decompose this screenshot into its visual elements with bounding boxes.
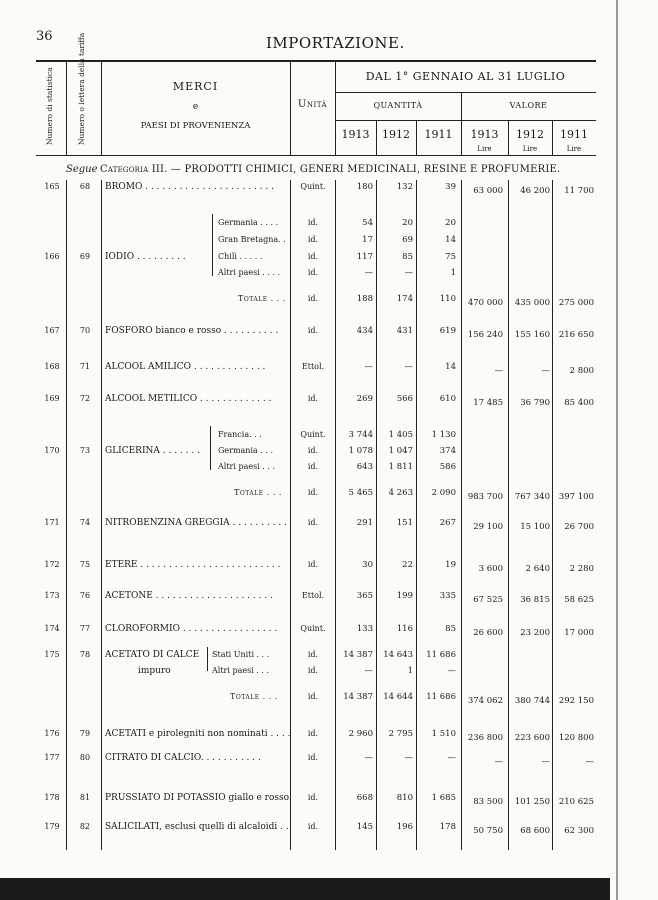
row-unit: id. [307,793,319,802]
row-country: Gran Bretagna. . [218,235,286,244]
row-merce-name: CITRATO DI CALCIO. . . . . . . . . . . [105,753,261,763]
row-tariff-number: 81 [79,793,91,802]
row-unit: id. [307,394,319,403]
row-qty-1911: 110 [439,294,456,304]
row-qty-1911: — [447,753,456,763]
row-unit: id. [307,462,319,471]
row-qty-1913: — [364,362,373,372]
row-qty-1913: 668 [356,793,373,803]
row-qty-1912: 199 [396,591,413,601]
row-val-1913: 67 525 [473,595,503,605]
row-qty-1912: 810 [396,793,413,803]
row-qty-1911: 75 [445,252,456,262]
row-stat-number: 172 [44,560,60,569]
header-valore: VALORE [509,101,548,110]
row-stat-number: 169 [44,394,60,403]
row-qty-1913: 14 387 [343,692,373,702]
row-stat-number: 179 [44,822,60,831]
row-val-1911: 120 800 [558,733,594,743]
row-merce-name: NITROBENZINA GREGGIA . . . . . . . . . . [105,518,287,528]
row-qty-1911: 586 [439,462,456,472]
row-qty-1912: 151 [396,518,413,528]
row-leader-dots: . . [277,822,289,832]
row-merce-name: ACETONE . . . . . . . . . . . . . . . . . . . . . [105,591,273,601]
brace-acetato [207,647,208,671]
row-val-1912: 155 160 [514,330,550,340]
row-val-1911: — [585,757,594,767]
row-unit: id. [307,218,319,227]
row-qty-1913: — [364,268,373,278]
header-lire-v11: Lire [566,145,582,153]
row-leader-dots: . . . . [267,729,291,739]
row-val-1913: 29 100 [473,522,503,532]
row-tariff-number: 72 [79,394,91,403]
row-val-1911: 397 100 [558,492,594,502]
row-unit: Ettol. [301,362,325,371]
row-val-1911: 292 150 [558,696,594,706]
row-val-1912: 46 200 [520,186,550,196]
col-rule-q12-body [376,180,377,850]
row-tariff-number: 80 [79,753,91,762]
row-stat-number: 176 [44,729,60,738]
row-leader-dots: . . . . . . . . . . . [200,753,261,763]
header-year-v13: 1913 [470,128,499,141]
row-qty-1911: 14 [445,235,456,245]
row-val-1913: 374 062 [467,696,503,706]
row-merce-name: GLICERINA . . . . . . . [105,446,200,456]
row-val-1911: 275 000 [558,298,594,308]
row-qty-1913: 269 [356,394,373,404]
row-qty-1911: 610 [439,394,456,404]
row-val-1911: 26 700 [564,522,594,532]
row-stat-number: 171 [44,518,60,527]
row-unit: id. [307,268,319,277]
row-country: Francia. . . [218,430,262,439]
col-rule-1 [66,61,67,155]
row-unit: Quint. [300,624,326,633]
row-qty-1911: 1 510 [431,729,456,739]
row-val-1913: 156 240 [467,330,503,340]
row-val-1911: 2 280 [569,564,594,574]
row-val-1913: 26 600 [473,628,503,638]
row-stat-number: 174 [44,624,60,633]
row-val-1912: — [541,366,550,376]
row-qty-1913: — [364,666,373,676]
row-qty-1913: 434 [356,326,373,336]
row-val-1913: — [494,757,503,767]
row-qty-1912: 20 [402,218,413,228]
row-qty-1912: 116 [396,624,413,634]
row-unit: Quint. [300,430,326,439]
row-unit: id. [307,666,319,675]
col-rule-val-body [461,180,462,850]
row-leader-dots: . . . . . . . . . . . . . . . . . . . . . . . . . [137,560,281,570]
row-country: Germania . . . . [218,218,279,227]
row-unit: Quint. [300,182,326,191]
header-paesi: PAESI DI PROVENIENZA [140,121,251,131]
row-val-1913: — [494,366,503,376]
row-unit: id. [307,488,319,497]
col-rule-v12-body [508,180,509,850]
row-qty-1911: 39 [445,182,456,192]
row-unit: id. [307,518,319,527]
row-leader-dots: . . . . . . . . . . . . . [191,362,266,372]
row-val-1912: 223 600 [514,733,550,743]
row-stat-number: 170 [44,446,60,455]
page-number: 36 [36,29,53,44]
header-quantita: QUANTITÀ [373,101,423,110]
header-col-tariff: Numero o lettera della tariffa [77,32,86,145]
row-val-1912: — [541,757,550,767]
col-rule-unit-body [290,180,291,850]
row-qty-1913: 5 465 [348,488,373,498]
row-qty-1913: 1 078 [348,446,373,456]
row-qty-1912: 566 [396,394,413,404]
row-qty-1912: 85 [402,252,413,262]
row-val-1911: 58 625 [564,595,594,605]
row-merce-name: impuro [138,666,171,676]
row-qty-1912: 69 [402,235,413,245]
row-leader-dots: . . . . . . . . . . . . . [197,394,272,404]
row-qty-1913: 2 960 [348,729,373,739]
row-qty-1913: 291 [356,518,373,528]
row-tariff-number: 69 [79,252,91,261]
segue-prefix: Segue [66,164,98,175]
row-qty-1913: 30 [362,560,373,570]
row-leader-dots: . . . . . . . [159,446,200,456]
row-merce-name: PRUSSIATO DI POTASSIO giallo e rosso. [105,793,292,803]
row-qty-1911: 1 685 [431,793,456,803]
row-qty-1913: — [364,753,373,763]
row-qty-1912: 132 [396,182,413,192]
row-val-1911: 210 625 [558,797,594,807]
row-val-1912: 23 200 [520,628,550,638]
row-qty-1913: 180 [356,182,373,192]
header-year-q13: 1913 [341,128,370,141]
row-qty-1913: 17 [362,235,373,245]
header-bottom-rule [36,155,596,156]
row-unit: id. [307,252,319,261]
row-qty-1912: 2 795 [388,729,413,739]
row-qty-1911: 335 [439,591,456,601]
row-unit: id. [307,235,319,244]
row-merce-name: ALCOOL METILICO . . . . . . . . . . . . . [105,394,272,404]
row-val-1913: 63 000 [473,186,503,196]
row-merce-name: SALICILATI, esclusi quelli di alcaloidi . . [105,822,289,832]
row-unit: id. [307,446,319,455]
header-col-stat: Numero di statistica [45,67,54,145]
row-qty-1913: 365 [356,591,373,601]
row-qty-1912: 431 [396,326,413,336]
row-qty-1911: 1 [450,268,456,278]
row-stat-number: 167 [44,326,60,335]
row-qty-1913: 133 [356,624,373,634]
row-qty-1912: 1 047 [388,446,413,456]
row-tariff-number: 68 [79,182,91,191]
row-val-1913: 50 750 [473,826,503,836]
row-total-label: Totale . . . [234,488,282,497]
row-val-1912: 2 640 [525,564,550,574]
row-val-1912: 36 790 [520,398,550,408]
row-stat-number: 168 [44,362,60,371]
row-val-1913: 83 500 [473,797,503,807]
row-val-1913: 236 800 [467,733,503,743]
row-unit: id. [307,753,319,762]
row-val-1913: 17 485 [473,398,503,408]
row-qty-1911: 178 [439,822,456,832]
row-tariff-number: 75 [79,560,91,569]
row-unit: id. [307,294,319,303]
header-top-rule [36,60,596,62]
row-qty-1911: 619 [439,326,456,336]
header-unita: Unità [297,99,328,110]
row-val-1911: 85 400 [564,398,594,408]
row-country: Altri paesi . . . . [218,268,281,277]
row-qty-1913: 117 [356,252,373,262]
header-period-rule [335,92,596,93]
row-unit: id. [307,822,319,831]
row-merce-name: FOSFORO bianco e rosso . . . . . . . . . . [105,326,279,336]
row-stat-number: 165 [44,182,60,191]
row-stat-number: 166 [44,252,60,261]
row-qty-1913: 54 [362,218,373,228]
row-qty-1911: 14 [445,362,456,372]
row-total-label: Totale . . . [238,294,286,303]
row-tariff-number: 79 [79,729,91,738]
row-qty-1911: 11 686 [426,650,456,660]
row-unit: id. [307,729,319,738]
col-rule-2-body [101,180,102,850]
header-period: DAL 1° GENNAIO AL 31 LUGLIO [365,70,566,83]
row-qty-1913: 643 [356,462,373,472]
row-qty-1911: 374 [439,446,456,456]
row-country: Germania . . . [218,446,274,455]
row-tariff-number: 77 [79,624,91,633]
row-val-1911: 62 300 [564,826,594,836]
header-year-v11: 1911 [560,128,588,141]
row-qty-1911: 11 686 [426,692,456,702]
row-val-1912: 380 744 [514,696,550,706]
header-year-q11: 1911 [424,128,453,141]
row-qty-1913: 188 [356,294,373,304]
row-val-1912: 68 600 [520,826,550,836]
row-country: Altri paesi . . . [212,666,270,675]
brace-iodio [212,214,213,276]
row-stat-number: 177 [44,753,60,762]
header-year-q12: 1912 [382,128,410,141]
row-qty-1913: 145 [356,822,373,832]
row-tariff-number: 70 [79,326,91,335]
row-merce-name: ACETATO DI CALCE [105,650,200,660]
row-qty-1912: — [404,753,413,763]
row-qty-1911: 2 090 [431,488,456,498]
row-qty-1911: 20 [445,218,456,228]
row-val-1912: 101 250 [514,797,550,807]
row-val-1913: 3 600 [478,564,503,574]
row-tariff-number: 73 [79,446,91,455]
row-val-1913: 470 000 [467,298,503,308]
segue-category: Categoria III. — PRODOTTI CHIMICI, GENERI MEDICINALI, RESINE E PROFUMERIE. [100,164,561,175]
header-subgroup-rule [335,120,596,121]
row-unit: id. [307,650,319,659]
header-lire-v13: Lire [477,145,492,153]
row-qty-1912: — [404,268,413,278]
brace-glicerina [210,426,211,470]
row-qty-1911: 267 [439,518,456,528]
row-merce-name: ACETATI e pirolegniti non nominati . . . . [105,729,291,739]
row-country: Stati Uniti . . . [212,650,270,659]
col-rule-qty-body [335,180,336,850]
col-rule-1-body [66,180,67,850]
row-qty-1911: — [447,666,456,676]
row-merce-name: BROMO . . . . . . . . . . . . . . . . . . . . . . . [105,182,274,192]
row-qty-1913: 3 744 [348,430,373,440]
header-lire-v12: Lire [522,145,538,153]
header-year-v12: 1912 [516,128,544,141]
row-leader-dots: . . . . . . . . . . . . . . . . . . . . . . . [142,182,274,192]
row-stat-number: 173 [44,591,60,600]
col-rule-v11-body [552,180,553,850]
row-qty-1911: 19 [445,560,456,570]
row-val-1912: 15 100 [520,522,550,532]
row-tariff-number: 74 [79,518,91,527]
row-val-1911: 11 700 [564,186,594,196]
row-qty-1912: 1 405 [388,430,413,440]
row-leader-dots: . . . . . . . . . . . . . . . . . . . . . [152,591,273,601]
row-merce-name: ETERE . . . . . . . . . . . . . . . . . . . . . . . . . [105,560,281,570]
row-merce-name: CLOROFORMIO . . . . . . . . . . . . . . . . . [105,624,278,634]
row-leader-dots: . . . . . . . . . . [229,518,287,528]
right-edge-line [616,0,618,900]
row-leader-dots: . . . . . . . . . . [221,326,279,336]
row-val-1913: 983 700 [467,492,503,502]
row-val-1912: 767 340 [514,492,550,502]
row-leader-dots: . . . . . . . . . . . . . . . . . [179,624,278,634]
row-qty-1912: 196 [396,822,413,832]
row-qty-1912: 22 [402,560,413,570]
row-qty-1912: 14 644 [383,692,413,702]
row-qty-1912: 4 263 [388,488,413,498]
row-stat-number: 178 [44,793,60,802]
row-stat-number: 175 [44,650,60,659]
row-qty-1911: 1 130 [431,430,456,440]
row-leader-dots: . . . . . . . . . [134,252,186,262]
row-unit: id. [307,692,319,701]
header-e: e [192,102,199,112]
row-tariff-number: 78 [79,650,91,659]
row-tariff-number: 76 [79,591,91,600]
col-rule-q11-body [416,180,417,850]
row-val-1911: 216 650 [558,330,594,340]
row-unit: id. [307,560,319,569]
row-unit: id. [307,326,319,335]
row-val-1912: 36 815 [520,595,550,605]
row-qty-1912: 174 [396,294,413,304]
row-val-1912: 435 000 [514,298,550,308]
row-qty-1912: 1 811 [388,462,413,472]
row-tariff-number: 71 [79,362,91,371]
row-qty-1912: — [404,362,413,372]
row-country: Altri paesi . . . [218,462,276,471]
row-val-1911: 2 800 [569,366,594,376]
row-val-1911: 17 000 [564,628,594,638]
row-qty-1913: 14 387 [343,650,373,660]
row-qty-1912: 1 [407,666,413,676]
row-tariff-number: 82 [79,822,91,831]
row-total-label: Totale . . . [230,692,278,701]
row-merce-name: ALCOOL AMILICO . . . . . . . . . . . . . [105,362,266,372]
row-qty-1912: 14 643 [383,650,413,660]
bottom-edge-strip [0,878,610,900]
row-qty-1911: 85 [445,624,456,634]
row-unit: Ettol. [301,591,325,600]
header-merci: MERCI [172,80,219,93]
row-merce-name: IODIO . . . . . . . . . [105,252,186,262]
row-country: Chilì . . . . . [218,252,263,261]
page-title: IMPORTAZIONE. [266,34,405,52]
